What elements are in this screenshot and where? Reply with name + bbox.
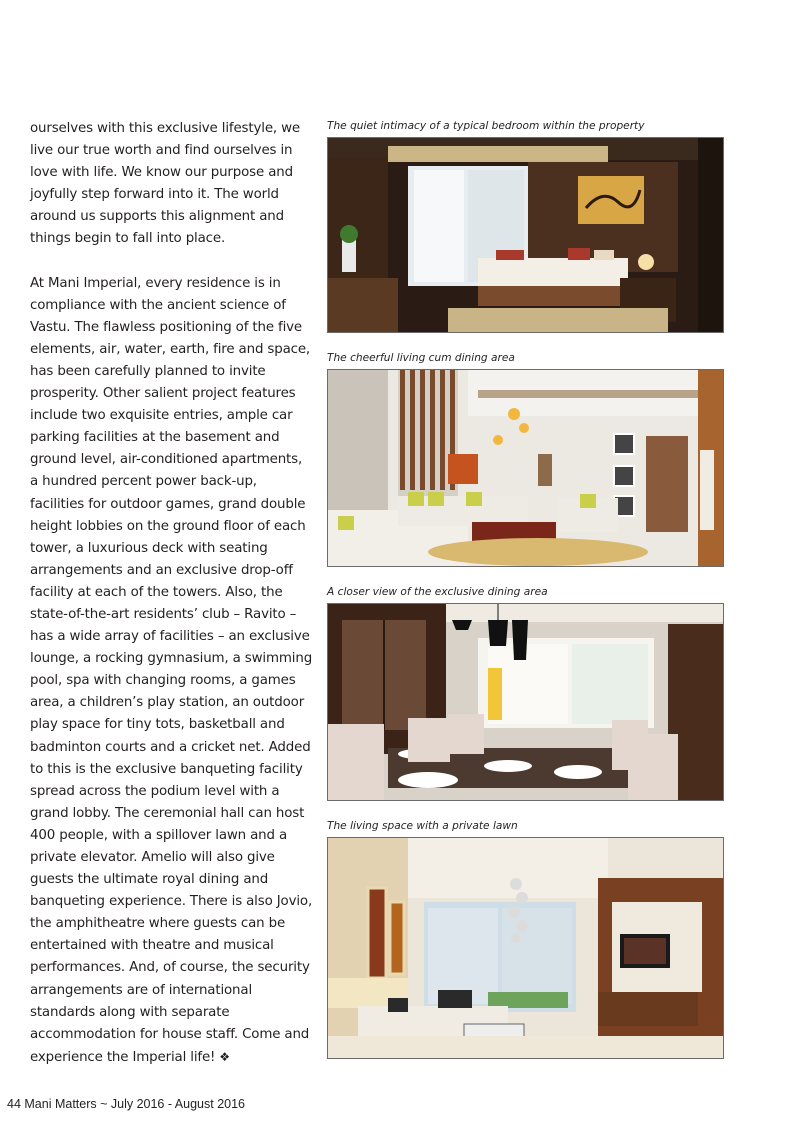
living-lawn-photo	[327, 837, 724, 1059]
figure-bedroom	[327, 120, 724, 333]
article-paragraph	[30, 118, 314, 251]
publication-issue: Mani Matters ~ July 2016 - August 2016	[24, 1097, 246, 1111]
living-dining-photo	[327, 369, 724, 567]
figure-caption: The quiet intimacy of a typical bedroom within the property	[327, 120, 645, 132]
page-number: 44	[7, 1097, 21, 1111]
page-footer	[7, 1097, 245, 1111]
figure-living-lawn	[327, 820, 724, 1059]
figure-caption: A closer view of the exclusive dining area	[327, 586, 548, 598]
dining-photo	[327, 603, 724, 801]
paragraph-text: At Mani Imperial, every residence is in compliance with the ancient science of Vastu. The flawless positioning of the five elements, air, water, earth, fire and space, has been carefully planned to invite prosperity. Other salient project features include two exquisite entries, ample car parking facilities at the basement and ground level, air-conditioned apartments, a hundred percent power back-up, facilities for outdoor games, grand double height lobbies on the ground floor of each tower, a luxurious deck with seating arrangements and an exclusive drop-off facility at each of the towers. Also, the state-of-the-art residents’ club – Ravito – has a wide array of facilities – an exclusive lounge, a rocking gymnasium, a swimming pool, spa with changing rooms, a games area, a children’s play station, an outdoor play space for tiny tots, basketball and badminton courts and a cricket net. Added to this is the exclusive banqueting facility spread across the podium level with a grand lobby. The ceremonial hall can host 400 people, with a spillover lawn and a private elevator. Amelio will also give guests the ultimate royal dining and banqueting experience. There is also Jovio, the amphitheatre where guests can be entertained with theatre and musical performances. And, of course, the security arrangements are of international standards along with separate accommodation for house staff. Come and experience the Imperial life!	[30, 275, 313, 1065]
article-paragraph	[30, 273, 314, 1069]
figure-caption: The cheerful living cum dining area	[327, 352, 515, 364]
article-text-column	[30, 118, 314, 1091]
figure-caption: The living space with a private lawn	[327, 820, 518, 832]
figure-living-dining	[327, 352, 724, 567]
figure-dining	[327, 586, 724, 801]
end-of-article-mark: ❖	[219, 1049, 230, 1064]
paragraph-text: ourselves with this exclusive lifestyle, we live our true worth and find ourselves in love with life. We know our purpose and joyfully step forward into it. The world around us supports this alignment and things begin to fall into place.	[30, 121, 301, 247]
bedroom-photo	[327, 137, 724, 333]
